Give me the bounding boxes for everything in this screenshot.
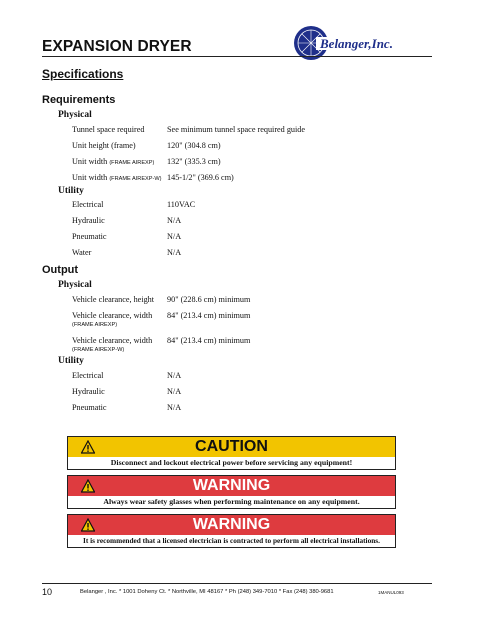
spec-label-frame: (FRAME AIREXP) xyxy=(109,160,155,166)
requirements-utility-heading: Utility xyxy=(58,186,84,196)
spec-value: N/A xyxy=(167,403,182,412)
output-physical-heading: Physical xyxy=(58,280,92,290)
section-title: Specifications xyxy=(42,67,124,81)
spec-value: See minimum tunnel space required guide xyxy=(167,125,306,134)
warning-notice xyxy=(67,475,396,509)
spec-label: Vehicle clearance, height xyxy=(72,295,155,304)
caution-notice xyxy=(67,436,396,470)
spec-label: Tunnel space required xyxy=(72,125,145,134)
spec-label: Vehicle clearance, width xyxy=(72,336,153,345)
footer-rule xyxy=(42,583,432,584)
requirements-physical-heading: Physical xyxy=(58,110,92,120)
spec-label: Pneumatic xyxy=(72,232,107,241)
spec-label: Electrical xyxy=(72,371,104,380)
caution-band xyxy=(68,437,395,457)
requirements-heading: Requirements xyxy=(42,94,116,106)
spec-label: Unit height (frame) xyxy=(72,141,136,150)
spec-label: Electrical xyxy=(72,200,104,209)
spec-value: 110VAC xyxy=(167,200,196,209)
spec-label: Vehicle clearance, width xyxy=(72,311,153,320)
spec-value: 120" (304.8 cm) xyxy=(167,141,221,150)
spec-label-text: Unit width xyxy=(72,157,110,166)
document-code: 1MANUL093 xyxy=(378,590,404,595)
svg-text:Belanger,Inc.: Belanger,Inc. xyxy=(320,36,393,51)
spec-label: Hydraulic xyxy=(72,387,105,396)
spec-value: N/A xyxy=(167,216,182,225)
spec-label xyxy=(72,173,162,182)
warning-band xyxy=(68,515,395,535)
spec-label: Hydraulic xyxy=(72,216,105,225)
header-rule xyxy=(42,56,432,57)
warning-notice xyxy=(67,514,396,548)
spec-value: 90" (228.6 cm) minimum xyxy=(167,295,251,304)
spec-value: N/A xyxy=(167,248,182,257)
spec-value: N/A xyxy=(167,232,182,241)
notice-word: WARNING xyxy=(192,516,271,533)
footer-address: Belanger , Inc. * 1001 Doheny Ct. * Northville, MI 48167 * Ph (248) 349-7010 * Fax (248) 380-9681 xyxy=(80,589,334,595)
spec-label-frame: (FRAME AIREXP-W) xyxy=(109,176,162,182)
page-title: EXPANSION DRYER xyxy=(42,38,192,55)
spec-label-frame: (FRAME AIREXP-W) xyxy=(72,347,125,353)
notice-message: Disconnect and lockout electrical power before servicing any equipment! xyxy=(68,457,395,469)
output-heading: Output xyxy=(42,264,79,276)
notice-word: WARNING xyxy=(192,477,271,494)
notice-message: It is recommended that a licensed electrician is contracted to perform all electrical installations. xyxy=(68,535,395,547)
spec-label xyxy=(72,157,154,166)
spec-value: 84" (213.4 cm) minimum xyxy=(167,311,251,320)
spec-label-frame: (FRAME AIREXP) xyxy=(72,322,118,328)
spec-value: N/A xyxy=(167,371,182,380)
spec-label-text: Unit width xyxy=(72,173,110,182)
spec-value: 132" (335.3 cm) xyxy=(167,157,221,166)
spec-value: N/A xyxy=(167,387,182,396)
page-number: 10 xyxy=(42,587,53,597)
spec-label: Pneumatic xyxy=(72,403,107,412)
spec-label: Water xyxy=(72,248,92,257)
notice-message: Always wear safety glasses when performing maintenance on any equipment. xyxy=(68,496,395,508)
output-utility-heading: Utility xyxy=(58,356,84,366)
notice-word: CAUTION xyxy=(195,438,268,455)
spec-value: 84" (213.4 cm) minimum xyxy=(167,336,251,345)
warning-band xyxy=(68,476,395,496)
spec-value: 145-1/2" (369.6 cm) xyxy=(167,173,234,182)
